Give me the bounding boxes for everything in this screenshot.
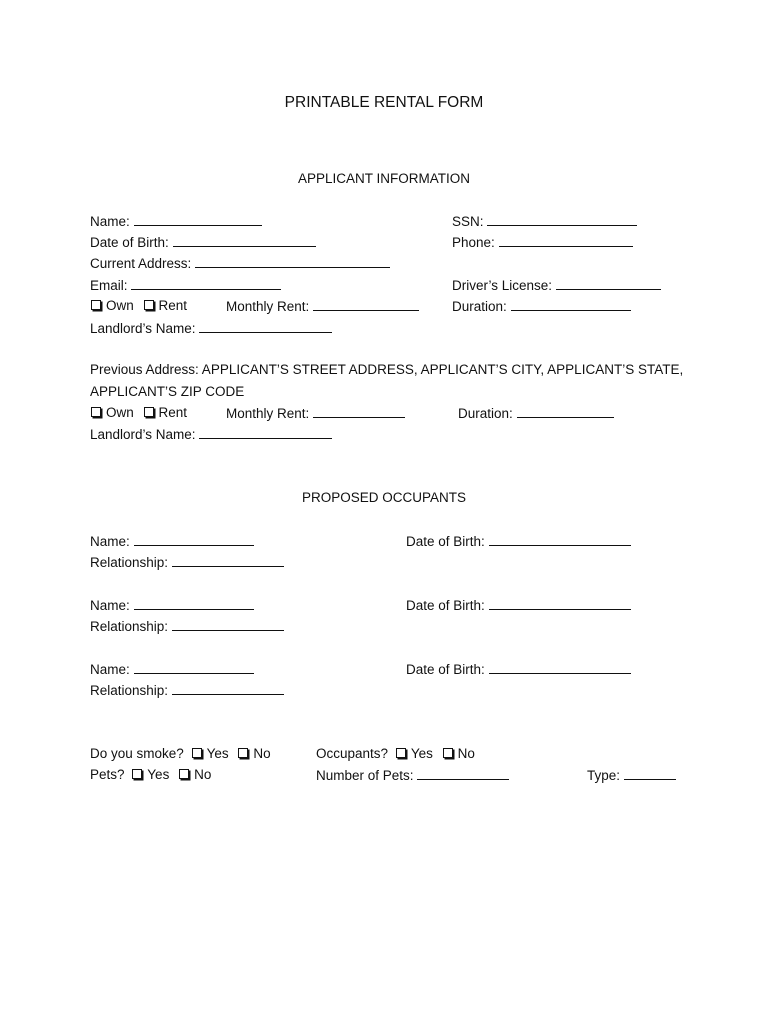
smoke-row: [90, 746, 271, 762]
current-duration-field[interactable]: [511, 298, 631, 311]
occupant-2-name-label: Name:: [90, 598, 130, 613]
previous-landlord-label: Landlord’s Name:: [90, 427, 196, 442]
form-title: PRINTABLE RENTAL FORM: [284, 94, 484, 111]
previous-address-line2: APPLICANT’S ZIP CODE: [90, 384, 245, 399]
occupant-2-dob-field[interactable]: [489, 597, 631, 610]
previous-monthly-rent-field[interactable]: [313, 405, 405, 418]
number-of-pets-label: Number of Pets:: [316, 768, 414, 783]
occupant-2-relationship-label: Relationship:: [90, 619, 169, 634]
current-landlord-label: Landlord’s Name:: [90, 321, 196, 336]
current-rent-label: Rent: [158, 298, 188, 313]
occupant-1-name-row: [90, 533, 254, 550]
current-address-field[interactable]: [195, 255, 390, 268]
current-landlord-field[interactable]: [199, 320, 332, 333]
occupant-2-name-row: [90, 597, 254, 614]
pet-type-field[interactable]: [624, 767, 676, 780]
occupant-3-dob-row: [406, 661, 631, 678]
email-label: Email:: [90, 278, 128, 293]
occupant-1-relationship-label: Relationship:: [90, 555, 169, 570]
occupant-1-dob-label: Date of Birth:: [406, 534, 485, 549]
current-monthly-rent-label: Monthly Rent:: [226, 299, 310, 314]
occupant-1-name-label: Name:: [90, 534, 130, 549]
occupants-question-row: [316, 746, 475, 762]
previous-duration-label: Duration:: [458, 406, 513, 421]
current-own-label: Own: [106, 298, 134, 313]
pets-no-label: No: [194, 767, 212, 782]
email-row: [90, 277, 281, 294]
current-monthly-rent-row: [226, 298, 419, 315]
previous-duration-row: [458, 405, 614, 422]
occupant-3-name-row: [90, 661, 254, 678]
applicant-dob-row: [90, 234, 316, 251]
pets-yes-label: Yes: [147, 767, 170, 782]
occupant-1-relationship-row: [90, 554, 284, 571]
occupants-question-label: Occupants?: [316, 746, 389, 761]
occupant-3-dob-label: Date of Birth:: [406, 662, 485, 677]
previous-rent-checkbox[interactable]: [144, 407, 154, 417]
occupants-yes-label: Yes: [410, 746, 433, 761]
number-of-pets-row: [316, 767, 509, 784]
current-monthly-rent-field[interactable]: [313, 298, 419, 311]
pets-row: [90, 767, 211, 783]
occupant-3-dob-field[interactable]: [489, 661, 631, 674]
previous-landlord-field[interactable]: [199, 426, 332, 439]
occupants-yes-checkbox[interactable]: [396, 748, 406, 758]
current-address-label: Current Address:: [90, 256, 192, 271]
applicant-dob-field[interactable]: [173, 234, 316, 247]
previous-monthly-rent-label: Monthly Rent:: [226, 406, 310, 421]
occupant-3-name-field[interactable]: [134, 661, 254, 674]
previous-monthly-rent-row: [226, 405, 405, 422]
smoke-no-checkbox[interactable]: [238, 748, 248, 758]
previous-address-line1: Previous Address: APPLICANT’S STREET ADDRESS, APPLICANT’S CITY, APPLICANT’S STATE,: [90, 362, 684, 377]
pets-no-checkbox[interactable]: [179, 769, 189, 779]
current-own-checkbox[interactable]: [91, 300, 101, 310]
pet-type-row: [587, 767, 676, 784]
drivers-license-row: [452, 277, 661, 294]
smoke-label: Do you smoke?: [90, 746, 184, 761]
applicant-name-field[interactable]: [134, 213, 262, 226]
occupant-2-relationship-row: [90, 618, 284, 635]
current-landlord-row: [90, 320, 332, 337]
applicant-heading: APPLICANT INFORMATION: [297, 171, 471, 186]
current-rent-checkbox[interactable]: [144, 300, 154, 310]
occupant-3-relationship-label: Relationship:: [90, 683, 169, 698]
previous-own-checkbox[interactable]: [91, 407, 101, 417]
occupant-2-dob-label: Date of Birth:: [406, 598, 485, 613]
applicant-name-row: [90, 213, 262, 230]
pet-type-label: Type:: [587, 768, 621, 783]
applicant-phone-row: [452, 234, 633, 251]
applicant-dob-label: Date of Birth:: [90, 235, 169, 250]
smoke-no-label: No: [253, 746, 271, 761]
occupant-1-dob-row: [406, 533, 631, 550]
current-duration-label: Duration:: [452, 299, 507, 314]
occupant-1-name-field[interactable]: [134, 533, 254, 546]
occupant-2-name-field[interactable]: [134, 597, 254, 610]
previous-landlord-row: [90, 426, 332, 443]
smoke-yes-checkbox[interactable]: [192, 748, 202, 758]
occupants-no-checkbox[interactable]: [443, 748, 453, 758]
applicant-phone-field[interactable]: [499, 234, 633, 247]
previous-own-label: Own: [106, 405, 134, 420]
applicant-ssn-field[interactable]: [487, 213, 637, 226]
occupant-3-relationship-field[interactable]: [172, 682, 284, 695]
occupant-3-relationship-row: [90, 682, 284, 699]
applicant-ssn-row: [452, 213, 637, 230]
smoke-yes-label: Yes: [206, 746, 229, 761]
applicant-ssn-label: SSN:: [452, 214, 484, 229]
occupant-1-dob-field[interactable]: [489, 533, 631, 546]
previous-rent-label: Rent: [158, 405, 188, 420]
applicant-name-label: Name:: [90, 214, 130, 229]
previous-own-rent-row: [90, 405, 187, 421]
pets-yes-checkbox[interactable]: [132, 769, 142, 779]
applicant-phone-label: Phone:: [452, 235, 495, 250]
occupant-2-dob-row: [406, 597, 631, 614]
email-field[interactable]: [131, 277, 281, 290]
number-of-pets-field[interactable]: [417, 767, 509, 780]
occupant-1-relationship-field[interactable]: [172, 554, 284, 567]
previous-duration-field[interactable]: [517, 405, 614, 418]
occupant-2-relationship-field[interactable]: [172, 618, 284, 631]
drivers-license-label: Driver’s License:: [452, 278, 553, 293]
drivers-license-field[interactable]: [556, 277, 661, 290]
occupants-no-label: No: [457, 746, 475, 761]
current-own-rent-row: [90, 298, 187, 314]
pets-label: Pets?: [90, 767, 125, 782]
occupant-3-name-label: Name:: [90, 662, 130, 677]
current-duration-row: [452, 298, 631, 315]
current-address-row: [90, 255, 390, 272]
occupants-heading: PROPOSED OCCUPANTS: [301, 490, 467, 505]
